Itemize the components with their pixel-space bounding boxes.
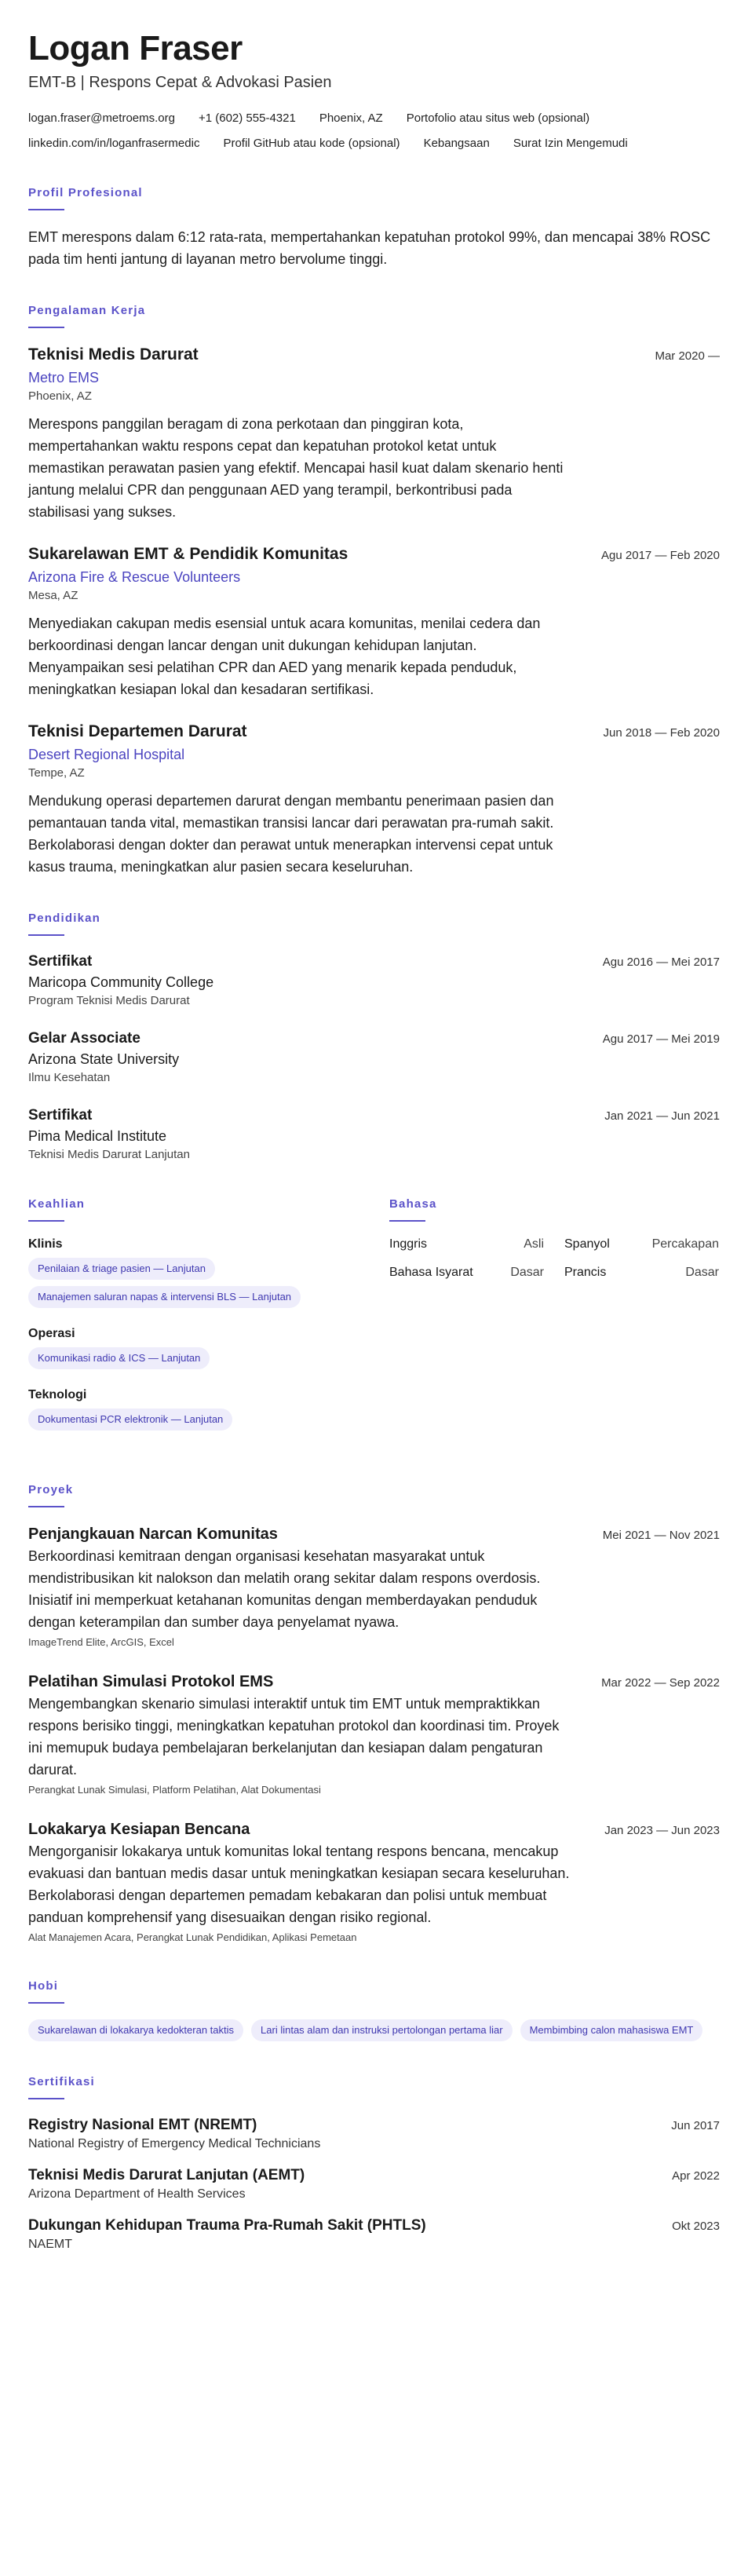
- education-entry: [28, 952, 720, 1010]
- language-level: Percakapan: [651, 1237, 719, 1251]
- section-title: Bahasa: [389, 1197, 437, 1211]
- skills-languages-row: [28, 1197, 720, 1449]
- job-location: Mesa, AZ: [28, 589, 78, 602]
- job-company: Metro EMS: [28, 370, 100, 385]
- project-tools: Alat Manajemen Acara, Perangkat Lunak Pendidikan, Aplikasi Pemetaan: [28, 1931, 357, 1943]
- certification-entry: [28, 2115, 720, 2153]
- section-divider: [28, 2098, 64, 2099]
- job-entry: [28, 344, 720, 523]
- certification-issuer: Arizona Department of Health Services: [28, 2187, 246, 2201]
- project-entry: [28, 1671, 720, 1798]
- education-degree: Sertifikat: [28, 1107, 93, 1124]
- education-school: Arizona State University: [28, 1051, 180, 1067]
- certification-entry: [28, 2216, 720, 2253]
- skill-chip: Manajemen saluran napas & intervensi BLS — Lanjutan: [28, 1286, 301, 1308]
- education-degree: Gelar Associate: [28, 1030, 140, 1047]
- project-title: Pelatihan Simulasi Protokol EMS: [28, 1673, 274, 1690]
- hobby-chip: Sukarelawan di lokakarya kedokteran taktis: [28, 2019, 243, 2041]
- section-title: Pendidikan: [28, 912, 101, 925]
- job-company: Arizona Fire & Rescue Volunteers: [28, 569, 241, 585]
- projects-section: [28, 1482, 720, 1946]
- contact-nationality: Kebangsaan: [423, 137, 490, 150]
- job-location: Tempe, AZ: [28, 766, 85, 780]
- job-title: Teknisi Departemen Darurat: [28, 722, 247, 740]
- education-field: Program Teknisi Medis Darurat: [28, 994, 190, 1007]
- project-description: Mengorganisir lokakarya untuk komunitas lokal tentang respons bencana, mencakup evakuasi dan bantuan medis dasar untuk meningkatkan kesiapan secara keseluruhan. Berkolaborasi dengan departemen pemadam kebakaran dan polisi untuk membuat panduan komprehensif yang disesuaikan dengan risiko regional.: [28, 1843, 570, 1925]
- contact-github[interactable]: Profil GitHub atau kode (opsional): [223, 137, 400, 150]
- certification-name: Teknisi Medis Darurat Lanjutan (AEMT): [28, 2167, 305, 2183]
- job-dates: Jun 2018 — Feb 2020: [603, 726, 720, 740]
- section-divider: [28, 209, 64, 210]
- hobbies-section: [28, 1979, 720, 2041]
- section-title: Sertifikasi: [28, 2075, 95, 2088]
- hobby-chip-list: [28, 2019, 720, 2041]
- education-field: Ilmu Kesehatan: [28, 1071, 111, 1084]
- section-divider: [28, 934, 64, 936]
- language-name: Prancis: [564, 1266, 607, 1279]
- languages-section: [389, 1197, 719, 1449]
- language-level: Dasar: [685, 1266, 719, 1279]
- certification-name: Dukungan Kehidupan Trauma Pra-Rumah Sakit (PHTLS): [28, 2217, 426, 2234]
- education-field: Teknisi Medis Darurat Lanjutan: [28, 1148, 190, 1161]
- contact-list: [28, 110, 720, 152]
- section-divider: [28, 1220, 64, 1222]
- language-item: [389, 1237, 544, 1251]
- certification-date: Jun 2017: [671, 2119, 720, 2132]
- skill-chip-list: [28, 1409, 358, 1431]
- skill-category: Teknologi: [28, 1388, 87, 1401]
- skill-chip-list: [28, 1258, 358, 1308]
- hobby-chip: Lari lintas alam dan instruksi pertolongan pertama liar: [251, 2019, 513, 2041]
- summary-section: [28, 185, 720, 270]
- project-tools: Perangkat Lunak Simulasi, Platform Pelatihan, Alat Dokumentasi: [28, 1784, 321, 1796]
- language-list: [389, 1237, 719, 1280]
- job-company: Desert Regional Hospital: [28, 747, 185, 762]
- skill-chip: Penilaian & triage pasien — Lanjutan: [28, 1258, 215, 1280]
- resume-header: [28, 28, 720, 152]
- section-divider: [28, 1506, 64, 1507]
- education-entry: [28, 1105, 720, 1164]
- project-dates: Mar 2022 — Sep 2022: [601, 1676, 720, 1690]
- job-entry: [28, 721, 720, 878]
- language-item: [564, 1266, 719, 1280]
- job-title: Sukarelawan EMT & Pendidik Komunitas: [28, 545, 348, 563]
- certifications-section: [28, 2074, 720, 2253]
- project-dates: Jan 2023 — Jun 2023: [604, 1824, 720, 1837]
- education-dates: Agu 2017 — Mei 2019: [602, 1032, 720, 1046]
- project-entry: [28, 1523, 720, 1650]
- project-description: Mengembangkan skenario simulasi interaktif untuk tim EMT untuk mempraktikkan respons berisiko tinggi, meningkatkan kepatuhan protokol dan koordinasi tim. Proyek ini memupuk budaya pembelajaran berkelanjutan dan kesiapan dalam pengaturan darurat.: [28, 1696, 560, 1778]
- contact-portfolio[interactable]: Portofolio atau situs web (opsional): [406, 111, 590, 125]
- job-title: Teknisi Medis Darurat: [28, 345, 199, 364]
- job-dates: Mar 2020 —: [655, 349, 720, 363]
- experience-section: [28, 303, 720, 878]
- skill-category: Klinis: [28, 1237, 63, 1251]
- language-name: Inggris: [389, 1237, 428, 1251]
- language-item: [564, 1237, 719, 1251]
- contact-linkedin[interactable]: linkedin.com/in/loganfrasermedic: [28, 137, 200, 150]
- job-location: Phoenix, AZ: [28, 389, 92, 403]
- certification-date: Okt 2023: [672, 2220, 720, 2233]
- skill-category: Operasi: [28, 1327, 75, 1340]
- skill-chip: Dokumentasi PCR elektronik — Lanjutan: [28, 1409, 232, 1431]
- education-dates: Agu 2016 — Mei 2017: [602, 955, 720, 969]
- language-item: [389, 1266, 544, 1280]
- candidate-headline: EMT-B | Respons Cepat & Advokasi Pasien: [28, 74, 332, 91]
- summary-text: EMT merespons dalam 6:12 rata-rata, mempertahankan kepatuhan protokol 99%, dan mencapai 38% ROSC pada tim henti jantung di layanan metro bervolume tinggi.: [28, 229, 711, 267]
- language-level: Asli: [524, 1237, 544, 1251]
- education-degree: Sertifikat: [28, 953, 93, 970]
- project-tools: ImageTrend Elite, ArcGIS, Excel: [28, 1636, 174, 1648]
- certification-date: Apr 2022: [672, 2169, 720, 2183]
- project-description: Berkoordinasi kemitraan dengan organisasi kesehatan masyarakat untuk mendistribusikan kit nalokson dan melatih orang sekitar dalam respons overdosis. Inisiatif ini memperkuat ketahanan komunitas dengan memberdayakan penduduk dengan keterampilan dan sumber daya penyelamat nyawa.: [28, 1548, 541, 1630]
- contact-email[interactable]: logan.fraser@metroems.org: [28, 111, 175, 125]
- education-school: Pima Medical Institute: [28, 1128, 167, 1144]
- job-description: Mendukung operasi departemen darurat dengan membantu penerimaan pasien dan pemantauan tanda vital, memastikan transisi lancar dari perawatan pra-rumah sakit. Berkolaborasi dengan dokter dan perawat untuk menerapkan intervensi cepat untuk kasus trauma, meningkatkan alur pasien secara keseluruhan.: [28, 793, 554, 875]
- certification-issuer: NAEMT: [28, 2238, 72, 2251]
- job-description: Menyediakan cakupan medis esensial untuk acara komunitas, menilai cedera dan berkoordinasi dengan lancar dengan unit dukungan kehidupan lanjutan. Menyampaikan sesi pelatihan CPR dan AED yang menarik kepada penduduk, meningkatkan kesiapan lokal dan kesadaran sertifikasi.: [28, 616, 541, 697]
- contact-license: Surat Izin Mengemudi: [513, 137, 628, 150]
- section-title: Pengalaman Kerja: [28, 304, 146, 317]
- project-dates: Mei 2021 — Nov 2021: [602, 1529, 720, 1542]
- section-title: Proyek: [28, 1483, 74, 1496]
- section-title: Keahlian: [28, 1197, 86, 1211]
- language-name: Bahasa Isyarat: [389, 1266, 473, 1279]
- section-divider: [28, 327, 64, 328]
- certification-issuer: National Registry of Emergency Medical Technicians: [28, 2137, 321, 2150]
- contact-phone[interactable]: +1 (602) 555-4321: [198, 111, 296, 125]
- candidate-name: Logan Fraser: [28, 29, 243, 68]
- skill-chip: Komunikasi radio & ICS — Lanjutan: [28, 1347, 210, 1369]
- section-divider: [389, 1220, 425, 1222]
- section-title: Profil Profesional: [28, 186, 143, 199]
- contact-location: Phoenix, AZ: [319, 111, 383, 125]
- education-entry: [28, 1029, 720, 1087]
- education-dates: Jan 2021 — Jun 2021: [604, 1109, 720, 1123]
- job-entry: [28, 543, 720, 700]
- skill-chip-list: [28, 1347, 358, 1369]
- education-section: [28, 911, 720, 1164]
- hobby-chip: Membimbing calon mahasiswa EMT: [520, 2019, 703, 2041]
- project-title: Lokakarya Kesiapan Bencana: [28, 1821, 250, 1838]
- certification-name: Registry Nasional EMT (NREMT): [28, 2117, 257, 2133]
- certification-entry: [28, 2165, 720, 2203]
- project-entry: [28, 1818, 720, 1946]
- job-dates: Agu 2017 — Feb 2020: [601, 549, 720, 562]
- language-name: Spanyol: [564, 1237, 610, 1251]
- skills-section: [28, 1197, 358, 1449]
- education-school: Maricopa Community College: [28, 974, 214, 990]
- section-divider: [28, 2002, 64, 2004]
- job-description: Merespons panggilan beragam di zona perkotaan dan pinggiran kota, mempertahankan waktu respons cepat dan kepatuhan protokol ketat untuk memastikan perawatan pasien yang efektif. Mencapai hasil kuat dalam skenario henti jantung melalui CPR dan penggunaan AED yang terampil, berkontribusi pada stabilisasi yang sukses.: [28, 416, 564, 520]
- section-title: Hobi: [28, 1979, 59, 1993]
- project-title: Penjangkauan Narcan Komunitas: [28, 1526, 278, 1543]
- language-level: Dasar: [510, 1266, 544, 1279]
